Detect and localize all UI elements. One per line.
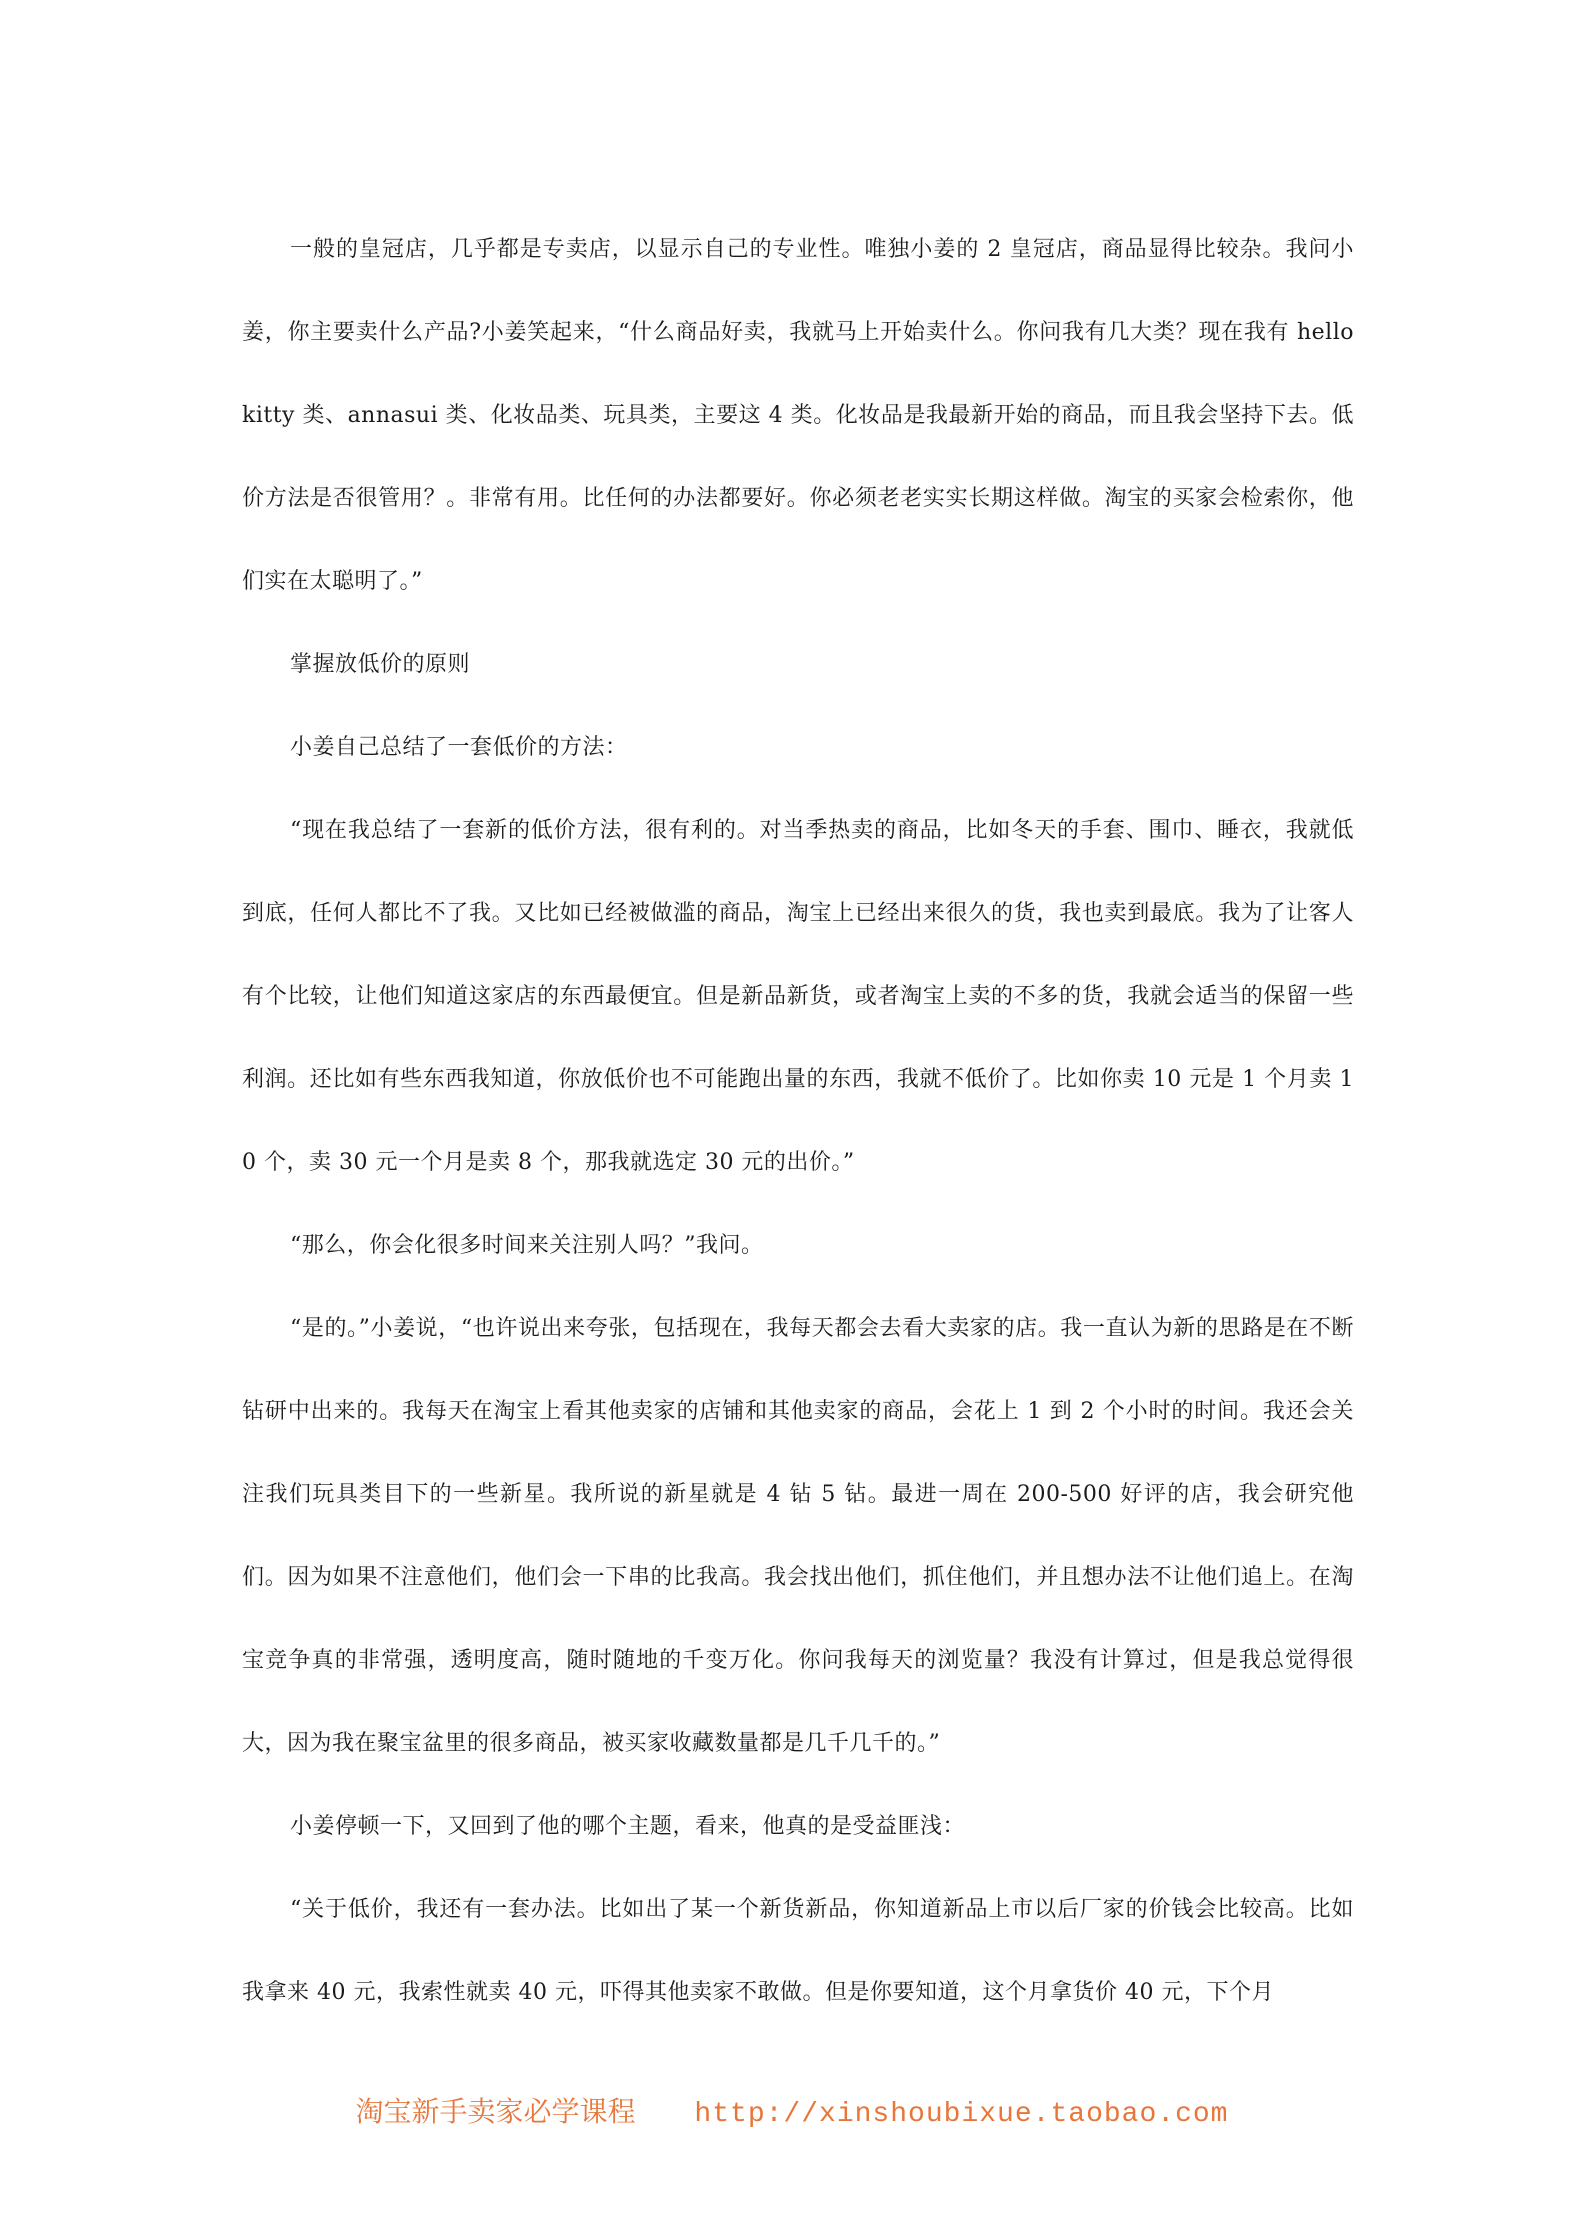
paragraph-4: “现在我总结了一套新的低价方法，很有利的。对当季热卖的商品，比如冬天的手套、围巾、睡衣，我就低到底，任何人都比不了我。又比如已经被做滥的商品，淘宝上已经出来很久的货，我也卖到最底。我为了让客人有个比较，让他们知道这家店的东西最便宜。但是新品新货，或者淘宝上卖的不多的货，我就会适当的保留一些利润。还比如有些东西我知道，你放低价也不可能跑出量的东西，我就不低价了。比如你卖 10 元是 1 个月卖 10 个，卖 30 元一个月是卖 8 个，那我就选定 30 元的出价。” bbox=[242, 818, 1354, 1175]
paragraph-3: 小姜自己总结了一套低价的方法： bbox=[290, 735, 628, 760]
paragraph-5: “那么，你会化很多时间来关注别人吗？”我问。 bbox=[290, 1233, 764, 1258]
paragraph-2: 掌握放低价的原则 bbox=[290, 652, 471, 677]
paragraph-1: 一般的皇冠店，几乎都是专卖店，以显示自己的专业性。唯独小姜的 2 皇冠店，商品显得比较杂。我问小姜，你主要卖什么产品?小姜笑起来，“什么商品好卖，我就马上开始卖什么。你问我有几大类？现在我有 hello kitty 类、annasui 类、化妆品类、玩具类，主要这 4 类。化妆品是我最新开始的商品，而且我会坚持下去。低价方法是否很管用？。非常有用。比任何的办法都要好。你必须老老实实长期这样做。淘宝的买家会检索你，他们实在太聪明了。” bbox=[242, 237, 1354, 594]
footer-url-link[interactable]: http://xinshoubixue.taobao.com bbox=[694, 2099, 1229, 2130]
page-footer bbox=[0, 2090, 1584, 2130]
paragraph-6: “是的。”小姜说，“也许说出来夸张，包括现在，我每天都会去看大卖家的店。我一直认为新的思路是在不断钻研中出来的。我每天在淘宝上看其他卖家的店铺和其他卖家的商品，会花上 1 到 2 个小时的时间。我还会关注我们玩具类目下的一些新星。我所说的新星就是 4 钻 5 钻。最进一周在 200-500 好评的店，我会研究他们。因为如果不注意他们，他们会一下串的比我高。我会找出他们，抓住他们，并且想办法不让他们追上。在淘宝竞争真的非常强，透明度高，随时随地的千变万化。你问我每天的浏览量？我没有计算过，但是我总觉得很大，因为我在聚宝盆里的很多商品，被买家收藏数量都是几千几千的。” bbox=[242, 1316, 1354, 1756]
footer-course-title: 淘宝新手卖家必学课程 bbox=[355, 2095, 636, 2128]
paragraph-8: “关于低价，我还有一套办法。比如出了某一个新货新品，你知道新品上市以后厂家的价钱会比较高。比如我拿来 40 元，我索性就卖 40 元，吓得其他卖家不敢做。但是你要知道，这个月拿货价 40 元，下个月 bbox=[242, 1897, 1354, 2005]
paragraph-7: 小姜停顿一下，又回到了他的哪个主题，看来，他真的是受益匪浅： bbox=[290, 1814, 966, 1839]
document-body bbox=[242, 208, 1354, 2034]
